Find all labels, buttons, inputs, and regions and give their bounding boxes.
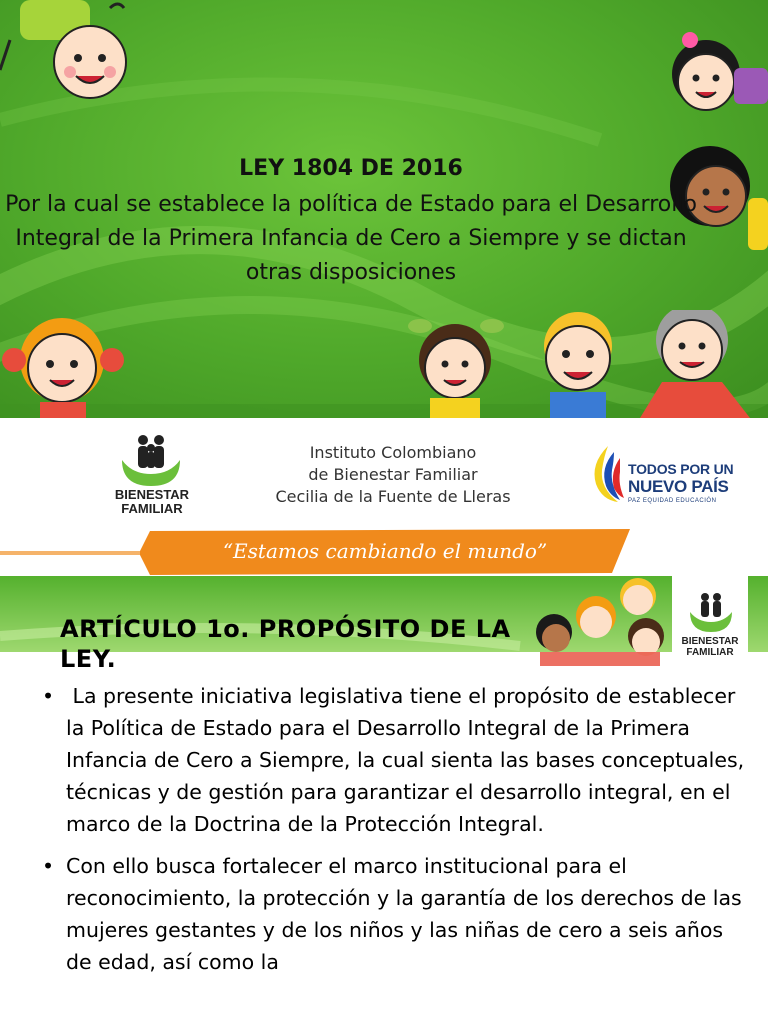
logo-line-1: BIENESTAR bbox=[114, 487, 190, 502]
logo-line-2: FAMILIAR bbox=[121, 501, 183, 516]
slogan: “Estamos cambiando el mundo” bbox=[222, 539, 548, 563]
bullet-glyph: • bbox=[42, 684, 55, 708]
bullet-glyph: • bbox=[42, 854, 55, 878]
institute-line-1: Instituto Colombiano bbox=[309, 443, 477, 462]
institute-name bbox=[268, 442, 518, 508]
bienestar-familiar-small-logo-icon bbox=[688, 590, 734, 634]
list-item bbox=[40, 850, 750, 978]
law-description: Por la cual se establece la política de Estado para el Desarrollo Integral de la Primera Infancia de Cero a Siempre y se dictan otras disposiciones bbox=[5, 192, 697, 285]
brand-line-2: NUEVO PAÍS bbox=[628, 477, 729, 496]
slide-article-1 bbox=[0, 576, 768, 1024]
todos-por-un-nuevo-pais-logo bbox=[628, 461, 733, 505]
small-logo-line-1: BIENESTAR bbox=[681, 636, 739, 647]
brand-line-3: PAZ EQUIDAD EDUCACIÓN bbox=[628, 498, 717, 504]
cover-title-block bbox=[0, 152, 702, 290]
kids-illustration-bottom-right bbox=[400, 310, 768, 418]
kid-illustration-bottom-left bbox=[0, 310, 130, 418]
bullet-text: Con ello busca fortalecer el marco institucional para el reconocimiento, la protección y la garantía de los derechos de las mujeres gestantes y de los niños y las niñas de cero a seis años de edad, así como la bbox=[66, 854, 742, 974]
kid-illustration-top-right bbox=[660, 28, 768, 138]
bullet-text: La presente iniciativa legislativa tiene el propósito de establecer la Política de Estado para el Desarrollo Integral de la Primera Infancia de Cero a Siempre, la cual sienta las bases conceptuales, técnicas y de gestión para garantizar el desarrollo integral, en el marco de la Doctrina de la Protección Integral. bbox=[66, 684, 751, 836]
institute-line-2: de Bienestar Familiar bbox=[308, 465, 478, 484]
list-item bbox=[40, 680, 750, 840]
bienestar-familiar-logo-text bbox=[110, 488, 194, 516]
bienestar-familiar-logo-icon bbox=[118, 430, 184, 488]
article-heading: ARTÍCULO 1o. PROPÓSITO DE LA LEY. bbox=[60, 615, 511, 673]
small-logo-line-2: FAMILIAR bbox=[686, 647, 734, 658]
article-bullet-list bbox=[40, 680, 750, 988]
institute-line-3: Cecilia de la Fuente de Lleras bbox=[275, 487, 511, 506]
brand-line-1: TODOS POR UN bbox=[628, 461, 734, 477]
bienestar-familiar-small-logo-text bbox=[672, 636, 748, 658]
law-title: LEY 1804 DE 2016 bbox=[239, 156, 463, 181]
colombia-flag-icon bbox=[588, 444, 628, 504]
kid-illustration-top-left bbox=[0, 0, 140, 110]
